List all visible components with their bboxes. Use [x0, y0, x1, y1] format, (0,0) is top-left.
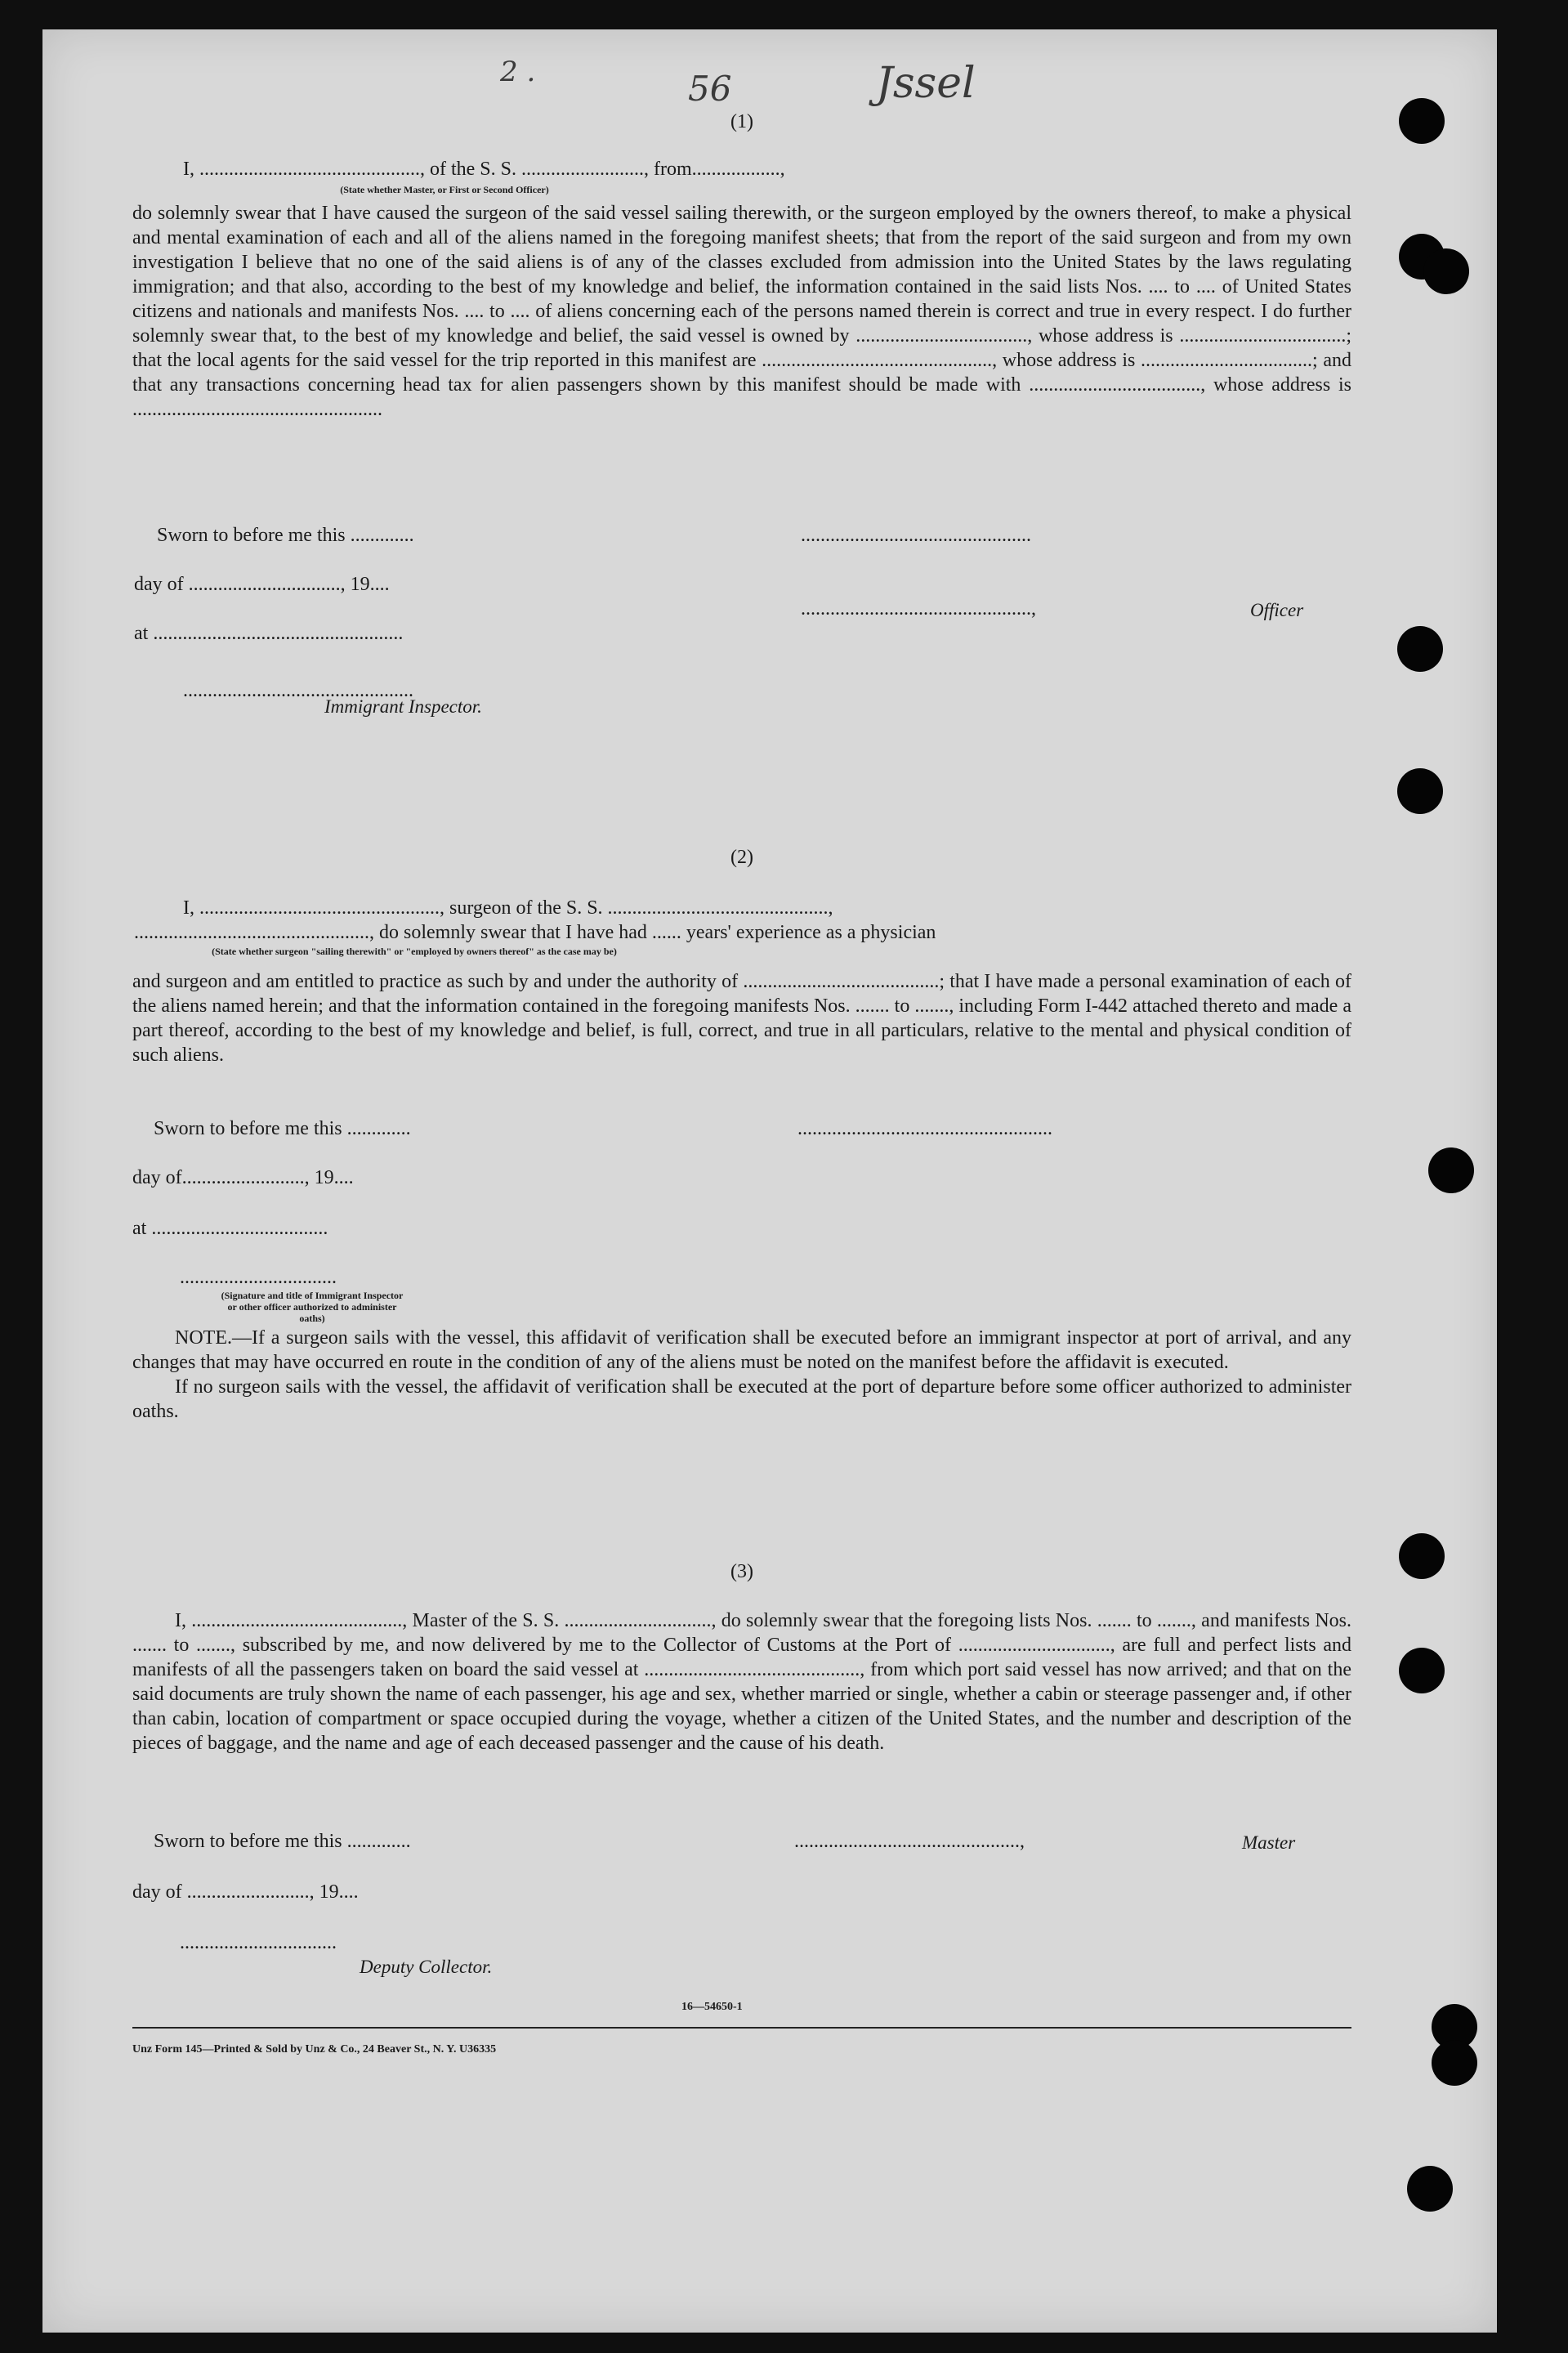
- section-1-officer: Officer: [1250, 600, 1304, 620]
- section-1-sworn: Sworn to before me this .............: [157, 525, 414, 546]
- punch-hole: [1399, 98, 1445, 144]
- section-1-sub-caption: (State whether Master, or First or Second Officer): [340, 184, 549, 195]
- section-1-day: day of ..............................., 19....: [134, 574, 390, 595]
- handwritten-page-number: 56: [688, 69, 732, 109]
- section-3-deputy-collector: Deputy Collector.: [360, 1957, 493, 1977]
- punch-hole: [1399, 1648, 1445, 1693]
- section-1-sig-left: ...............................................: [183, 680, 413, 701]
- section-2-sig-right: ....................................................: [797, 1118, 1052, 1139]
- form-code: 16—54650-1: [681, 2001, 743, 2013]
- section-2-oath-line-1: I, ................................................., surgeon of the S. S. .............................................,: [183, 897, 833, 919]
- section-2-note: [132, 1326, 1351, 1424]
- document-page: [42, 29, 1497, 2333]
- section-2-sub-caption: (State whether surgeon "sailing therewith" or "employed by owners thereof" as the case may be): [212, 946, 617, 957]
- section-2-oath-line-2: ................................................, do solemnly swear that I have had ...... years' experience as a physician: [134, 922, 936, 943]
- section-1-text: do solemnly swear that I have caused the surgeon of the said vessel sailing therewith, or the surgeon employed by the owners thereof, to make a physical and mental examination of each and all of the aliens named in the foregoing manifest sheets; that from the report of the said surgeon and from my own investigation I believe that no one of the said aliens is of any of the classes excluded from admission into the United States by the laws regulating immigration; and that also, according to the best of my knowledge and belief, the information contained in the said lists Nos. .... to .... of United States citizens and nationals and manifests Nos. .... to .... of aliens concerning each of the persons named therein is correct and true in every respect. I do further solemnly swear that, to the best of my knowledge and belief, the said vessel is owned by ..................................., whose address is ..................................; that the local agents for the said vessel for the trip reported in this manifest are ..............................................., whose address is ...................................; and that any transactions concerning head tax for alien passengers shown by this manifest should be made with ..................................., whose address is ...................................................: [132, 203, 1351, 420]
- section-2-sworn: Sworn to before me this .............: [154, 1118, 411, 1139]
- section-2-note-1: NOTE.—If a surgeon sails with the vessel, this affidavit of verification shall be executed before an immigrant inspector at port of arrival, and any changes that may have occurred en route in the condition of any of the aliens must be noted on the manifest before the affidavit is executed.: [132, 1327, 1351, 1373]
- punch-hole: [1397, 626, 1443, 672]
- printer-footer: Unz Form 145—Printed & Sold by Unz & Co., 24 Beaver St., N. Y. U36335: [132, 2043, 497, 2056]
- section-2-day: day of........................., 19....: [132, 1167, 354, 1188]
- section-1-paragraph: [132, 201, 1351, 422]
- section-2-number: (2): [730, 847, 753, 868]
- section-1-sig-right-1: ...............................................: [801, 525, 1031, 546]
- section-3-text: I, ..........................................., Master of the S. S. .............................., do solemnly swear that the foregoing lists Nos. ....... to ......., and manifests Nos. ....... to ......., subscribed by me, and now delivered by me to the Collector of Customs at the Port of ..............................., are full and perfect lists and manifests of all the passengers taken on board the said vessel at ............................................, from which port said vessel has now arrived; and that on the said documents are truly shown the name of each passenger, his age and sex, whether married or single, whether a cabin or steerage passenger and, if other than cabin, location of compartment or space occupied during the voyage, whether a citizen of the United States, and the number and description of the pieces of baggage, and the name and age of each deceased passenger and the cause of his death.: [132, 1610, 1351, 1754]
- punch-hole: [1407, 2166, 1453, 2212]
- section-2-at: at ....................................: [132, 1218, 328, 1239]
- section-3-master: Master: [1242, 1832, 1296, 1853]
- section-2-text: and surgeon and am entitled to practice as such by and under the authority of ........................................; that I have made a personal examination of each of the aliens named herein; and that the information contained in the foregoing manifests Nos. ....... to ......., including Form I-442 attached thereto and made a part thereof, according to the best of my knowledge and belief, is full, correct, and true in all particulars, relative to the mental and physical condition of such aliens.: [132, 971, 1351, 1066]
- handwritten-mark: Jssel: [876, 59, 976, 108]
- section-2-note-2: If no surgeon sails with the vessel, the affidavit of verification shall be executed at the port of departure before some officer authorized to administer oaths.: [132, 1376, 1351, 1422]
- section-2-sig-left: ................................: [180, 1267, 337, 1288]
- punch-hole: [1397, 768, 1443, 814]
- section-1-at: at ...................................................: [134, 623, 404, 644]
- punch-hole: [1423, 248, 1469, 294]
- section-3-sig-left: ................................: [180, 1932, 337, 1953]
- punch-hole: [1432, 2040, 1477, 2086]
- section-3-number: (3): [730, 1561, 753, 1582]
- footer-divider: [132, 2027, 1351, 2029]
- section-3-day: day of ........................., 19....: [132, 1881, 359, 1903]
- section-1-number: (1): [730, 111, 753, 132]
- handwritten-scribble: 2 .: [500, 56, 536, 88]
- punch-hole: [1428, 1147, 1474, 1193]
- section-2-sig-caption: (Signature and title of Immigrant Inspector or other officer authorized to administer oaths): [221, 1290, 404, 1324]
- section-3-paragraph: [132, 1608, 1351, 1756]
- section-1-sig-right-2: ...............................................,: [801, 598, 1036, 620]
- section-1-oath-line: I, ............................................., of the S. S. ........................., from..................,: [183, 159, 785, 180]
- section-3-sworn: Sworn to before me this .............: [154, 1831, 411, 1852]
- section-3-sig-right: ..............................................,: [794, 1831, 1025, 1852]
- section-1-immigrant-inspector: Immigrant Inspector.: [324, 696, 482, 717]
- section-2-paragraph: [132, 969, 1351, 1067]
- punch-hole: [1399, 1533, 1445, 1579]
